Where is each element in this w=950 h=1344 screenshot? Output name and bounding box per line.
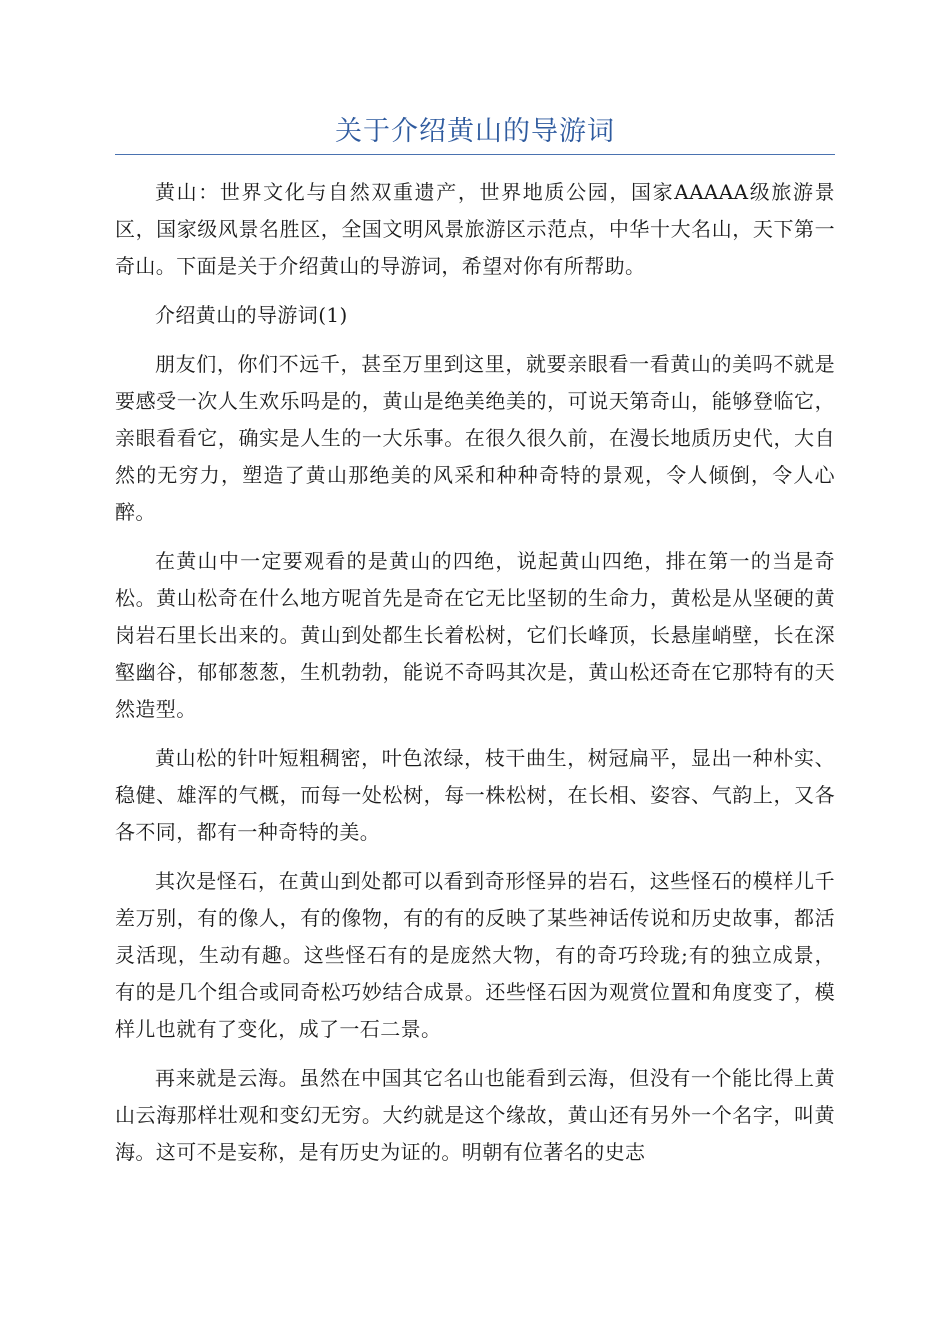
body-paragraph: 黄山松的针叶短粗稠密，叶色浓绿，枝干曲生，树冠扁平，显出一种朴实、稳健、雄浑的气概，而每一处松树，每一株松树，在长相、姿容、气韵上，又各各不同，都有一种奇特的美。 xyxy=(115,746,835,844)
section-heading: 介绍黄山的导游词(1) xyxy=(155,303,348,327)
body-paragraph: 再来就是云海。虽然在中国其它名山也能看到云海，但没有一个能比得上黄山云海那样壮观和变幻无穷。大约就是这个缘故，黄山还有另外一个名字，叫黄海。这可不是妄称，是有历史为证的。明朝有位著名的史志 xyxy=(115,1066,835,1164)
title-underline xyxy=(115,154,835,155)
body-paragraph: 其次是怪石，在黄山到处都可以看到奇形怪异的岩石，这些怪石的模样儿千差万别，有的像人，有的像物，有的有的反映了某些神话传说和历史故事，都活灵活现，生动有趣。这些怪石有的是庞然大物，有的奇巧玲珑;有的独立成景，有的是几个组合或同奇松巧妙结合成景。还些怪石因为观赏位置和角度变了，模样儿也就有了变化，成了一石二景。 xyxy=(115,869,835,1041)
document-title: 关于介绍黄山的导游词 xyxy=(335,116,615,147)
body-paragraph: 朋友们，你们不远千，甚至万里到这里，就要亲眼看一看黄山的美吗不就是要感受一次人生欢乐吗是的，黄山是绝美绝美的，可说天第奇山，能够登临它，亲眼看看它，确实是人生的一大乐事。在很久很久前，在漫长地质历史代，大自然的无穷力，塑造了黄山那绝美的风采和种种奇特的景观，令人倾倒，令人心醉。 xyxy=(115,352,835,524)
intro-paragraph: 黄山：世界文化与自然双重遗产，世界地质公园，国家AAAAA级旅游景区，国家级风景名胜区，全国文明风景旅游区示范点，中华十大名山，天下第一奇山。下面是关于介绍黄山的导游词，希望对你有所帮助。 xyxy=(115,180,835,278)
body-paragraph: 在黄山中一定要观看的是黄山的四绝，说起黄山四绝，排在第一的当是奇松。黄山松奇在什么地方呢首先是奇在它无比坚韧的生命力，黄松是从坚硬的黄岗岩石里长出来的。黄山到处都生长着松树，它们长峰顶，长悬崖峭壁，长在深壑幽谷，郁郁葱葱，生机勃勃，能说不奇吗其次是，黄山松还奇在它那特有的天然造型。 xyxy=(115,549,835,721)
document-body xyxy=(115,174,835,1183)
